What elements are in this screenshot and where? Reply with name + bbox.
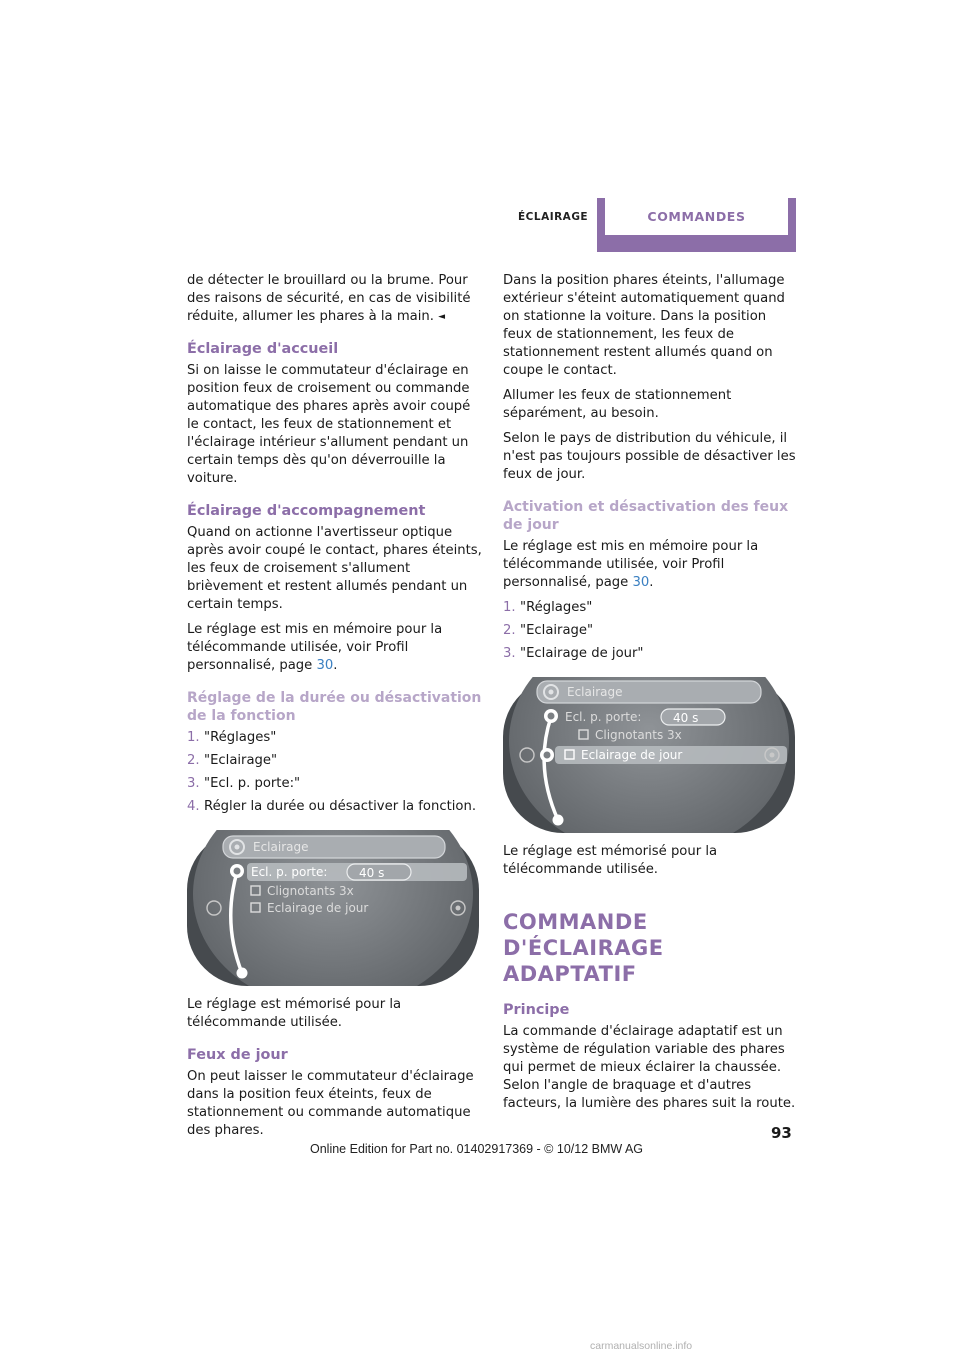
end-mark-icon: ◄ bbox=[438, 312, 446, 322]
display-screenshot bbox=[503, 677, 795, 833]
display-screenshot bbox=[187, 830, 479, 986]
footer-edition: Online Edition for Part no. 01402917369 - © 10/12 BMW AG bbox=[310, 1142, 644, 1156]
paragraph-feux-de-jour: On peut laisser le commutateur d'éclairage dans la position feux éteints, feux de stationnement ou commande automatique des phares. bbox=[187, 1069, 474, 1138]
menu-item-value: 40 s bbox=[359, 866, 385, 880]
menu-item-eclairage-jour: Eclairage de jour bbox=[267, 901, 369, 915]
list-item: 4. Régler la durée ou désactiver la fonction. bbox=[187, 799, 477, 814]
page-link[interactable]: 30 bbox=[632, 575, 650, 590]
heading-activation-feux-jour: Activation et désactivation des feux de jour bbox=[503, 499, 789, 533]
paragraph-pays-distribution: Selon le pays de distribution du véhicule, il n'est pas toujours possible de désactiver les feux de jour. bbox=[503, 431, 796, 482]
heading-eclairage-accueil: Éclairage d'accueil bbox=[187, 341, 339, 357]
paragraph-feux-stationnement: Allumer les feux de stationnement séparément, au besoin. bbox=[503, 388, 732, 421]
paragraph-phares-eteints: Dans la position phares éteints, l'allumage extérieur s'éteint automatiquement quand on stationne la voiture. Dans la position feux de stationnement, les feux de stationnement restent allumés quand on coupe le contact. bbox=[503, 273, 785, 378]
list-item: 2. "Eclairage" bbox=[503, 623, 594, 638]
chapter-tab bbox=[597, 198, 796, 252]
menu-item-ecl-porte: Ecl. p. porte: bbox=[565, 710, 642, 724]
heading-commande-eclairage-adaptatif: COMMANDE D'ÉCLAIRAGE ADAPTATIF bbox=[503, 910, 664, 986]
page-number: 93 bbox=[771, 1124, 792, 1142]
list-item: 3. "Eclairage de jour" bbox=[503, 646, 644, 661]
list-item: 1. "Réglages" bbox=[187, 730, 277, 745]
paragraph-accueil: Si on laisse le commutateur d'éclairage en position feux de croisement ou commande automatique des phares après avoir coupé le contact, les feux de stationnement et l'éclairage intérieur s'allument pendant un certain temps dès qu'on déverrouille la voiture. bbox=[187, 363, 471, 486]
right-column bbox=[503, 272, 799, 1120]
left-column bbox=[187, 272, 483, 1147]
heading-feux-de-jour: Feux de jour bbox=[187, 1047, 288, 1063]
menu-item-clignotants: Clignotants 3x bbox=[595, 728, 682, 742]
heading-reglage-duree: Réglage de la durée ou désactivation de la fonction bbox=[187, 690, 482, 724]
paragraph-memoire: Le réglage est mis en mémoire pour la télécommande utilisée, voir Profil personnalisé, page 30. bbox=[187, 622, 443, 673]
page-link[interactable]: 30 bbox=[316, 658, 334, 673]
steps-list bbox=[187, 729, 483, 816]
menu-title: Eclairage bbox=[567, 685, 623, 699]
menu-item-value: 40 s bbox=[673, 711, 699, 725]
menu-item-ecl-porte: Ecl. p. porte: bbox=[251, 865, 328, 879]
paragraph-memoire: Le réglage est mis en mémoire pour la télécommande utilisée, voir Profil personnalisé, page 30. bbox=[503, 539, 759, 590]
menu-title: Eclairage bbox=[253, 840, 309, 854]
steps-list bbox=[503, 599, 799, 663]
menu-item-eclairage-jour: Eclairage de jour bbox=[581, 748, 683, 762]
paragraph-memorise: Le réglage est mémorisé pour la télécommande utilisée. bbox=[503, 844, 718, 877]
list-item: 3. "Ecl. p. porte:" bbox=[187, 776, 301, 791]
list-item: 1. "Réglages" bbox=[503, 600, 593, 615]
section-label: ÉCLAIRAGE bbox=[518, 211, 589, 223]
watermark: carmanualsonline.info bbox=[590, 1340, 693, 1352]
list-item: 2. "Eclairage" bbox=[187, 753, 278, 768]
chapter-label: COMMANDES bbox=[605, 198, 788, 235]
paragraph-principe: La commande d'éclairage adaptatif est un système de régulation variable des phares qui permet de mieux éclairer la chaussée. Selon l'angle de braquage et d'autres facteurs, la lumière des phares suit la route. bbox=[503, 1024, 796, 1111]
menu-item-clignotants: Clignotants 3x bbox=[267, 884, 354, 898]
paragraph-memorise: Le réglage est mémorisé pour la télécommande utilisée. bbox=[187, 997, 402, 1030]
intro-paragraph: de détecter le brouillard ou la brume. Pour des raisons de sécurité, en cas de visibilité réduite, allumer les phares à la main. ◄ bbox=[187, 273, 471, 324]
heading-eclairage-accompagnement: Éclairage d'accompagnement bbox=[187, 503, 426, 519]
paragraph-accompagnement: Quand on actionne l'avertisseur optique après avoir coupé le contact, phares éteints, les feux de croisement s'allument brièvement et restent allumés pendant un certain temps. bbox=[187, 525, 482, 612]
heading-principe: Principe bbox=[503, 1002, 570, 1018]
